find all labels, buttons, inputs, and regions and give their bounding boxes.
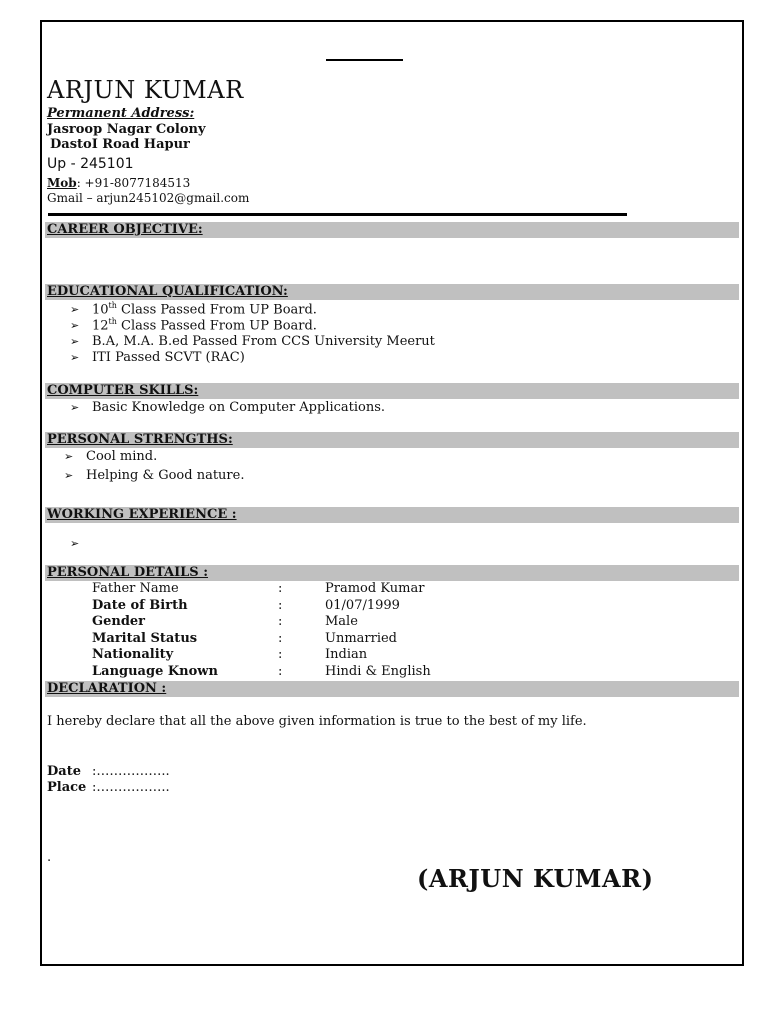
list-item: ➢ Basic Knowledge on Computer Applications. xyxy=(70,400,386,415)
mobile-label: Mob xyxy=(47,176,77,190)
date-line xyxy=(47,764,170,779)
top-rule xyxy=(326,59,403,61)
detail-label: Language Known xyxy=(92,664,218,679)
section-heading: EDUCATIONAL QUALIFICATION: xyxy=(47,284,288,299)
bullet-arrow-icon: ➢ xyxy=(70,303,80,317)
place-label: Place xyxy=(47,780,87,795)
bullet-arrow-icon: ➢ xyxy=(70,319,80,333)
place-value: :…………….. xyxy=(92,780,170,795)
section-computer-skills xyxy=(45,383,739,399)
detail-label: Father Name xyxy=(92,581,179,596)
detail-label: Gender xyxy=(92,614,146,629)
address-line-1: Jasroop Nagar Colony xyxy=(47,122,206,137)
list-item: ➢ 10th Class Passed From UP Board. xyxy=(70,301,317,318)
section-heading: COMPUTER SKILLS: xyxy=(47,383,199,398)
pin-code: Up - 245101 xyxy=(47,156,134,172)
detail-value: Male xyxy=(325,614,358,629)
detail-colon: : xyxy=(278,664,283,679)
list-item: ➢ Helping & Good nature. xyxy=(64,468,245,483)
section-heading: CAREER OBJECTIVE: xyxy=(47,222,203,237)
mobile-line xyxy=(47,176,190,190)
list-item: ➢ B.A, M.A. B.ed Passed From CCS University Meerut xyxy=(70,334,435,349)
place-line xyxy=(47,780,170,795)
bullet-arrow-icon: ➢ xyxy=(64,469,74,482)
detail-value: Unmarried xyxy=(325,631,398,646)
bullet-arrow-icon: ➢ xyxy=(70,537,80,550)
section-working-experience xyxy=(45,507,739,523)
bullet-arrow-icon: ➢ xyxy=(64,450,74,463)
section-heading: WORKING EXPERIENCE : xyxy=(47,507,237,522)
email-line: Gmail – arjun245102@gmail.com xyxy=(47,191,250,205)
detail-colon: : xyxy=(278,581,283,596)
detail-colon: : xyxy=(278,647,283,662)
section-declaration xyxy=(45,681,739,697)
detail-label: Date of Birth xyxy=(92,598,188,613)
detail-colon: : xyxy=(278,614,283,629)
detail-value: Hindi & English xyxy=(325,664,431,679)
list-item: ➢ ITI Passed SCVT (RAC) xyxy=(70,350,245,365)
detail-colon: : xyxy=(278,598,283,613)
detail-colon: : xyxy=(278,631,283,646)
detail-value: 01/07/1999 xyxy=(325,598,400,613)
signature-name: (ARJUN KUMAR) xyxy=(417,864,654,893)
detail-value: Indian xyxy=(325,647,368,662)
address-label: Permanent Address: xyxy=(47,106,195,121)
section-career-objective xyxy=(45,222,739,238)
bullet-arrow-icon: ➢ xyxy=(70,401,80,414)
section-heading: PERSONAL DETAILS : xyxy=(47,565,209,580)
list-item xyxy=(70,536,92,551)
section-personal-details xyxy=(45,565,739,581)
bullet-arrow-icon: ➢ xyxy=(70,335,80,348)
list-item: ➢ 12th Class Passed From UP Board. xyxy=(70,317,317,334)
address-line-2: DastoI Road Hapur xyxy=(50,137,190,152)
detail-label: Nationality xyxy=(92,647,174,662)
header-divider xyxy=(48,213,627,216)
detail-value: Pramod Kumar xyxy=(325,581,425,596)
mobile-number: : +91-8077184513 xyxy=(76,176,191,190)
section-personal-strengths xyxy=(45,432,739,448)
section-heading: PERSONAL STRENGTHS: xyxy=(47,432,233,447)
section-heading: DECLARATION : xyxy=(47,681,167,696)
page-border xyxy=(40,20,744,966)
section-education xyxy=(45,284,739,300)
declaration-text: I hereby declare that all the above given information is true to the best of my life. xyxy=(47,714,587,729)
bullet-arrow-icon: ➢ xyxy=(70,351,80,364)
date-value: :…………….. xyxy=(92,764,170,779)
candidate-name: ARJUN KUMAR xyxy=(47,76,244,104)
stray-dot: . xyxy=(47,850,52,865)
list-item: ➢ Cool mind. xyxy=(64,449,158,464)
detail-label: Marital Status xyxy=(92,631,198,646)
date-label: Date xyxy=(47,764,81,779)
